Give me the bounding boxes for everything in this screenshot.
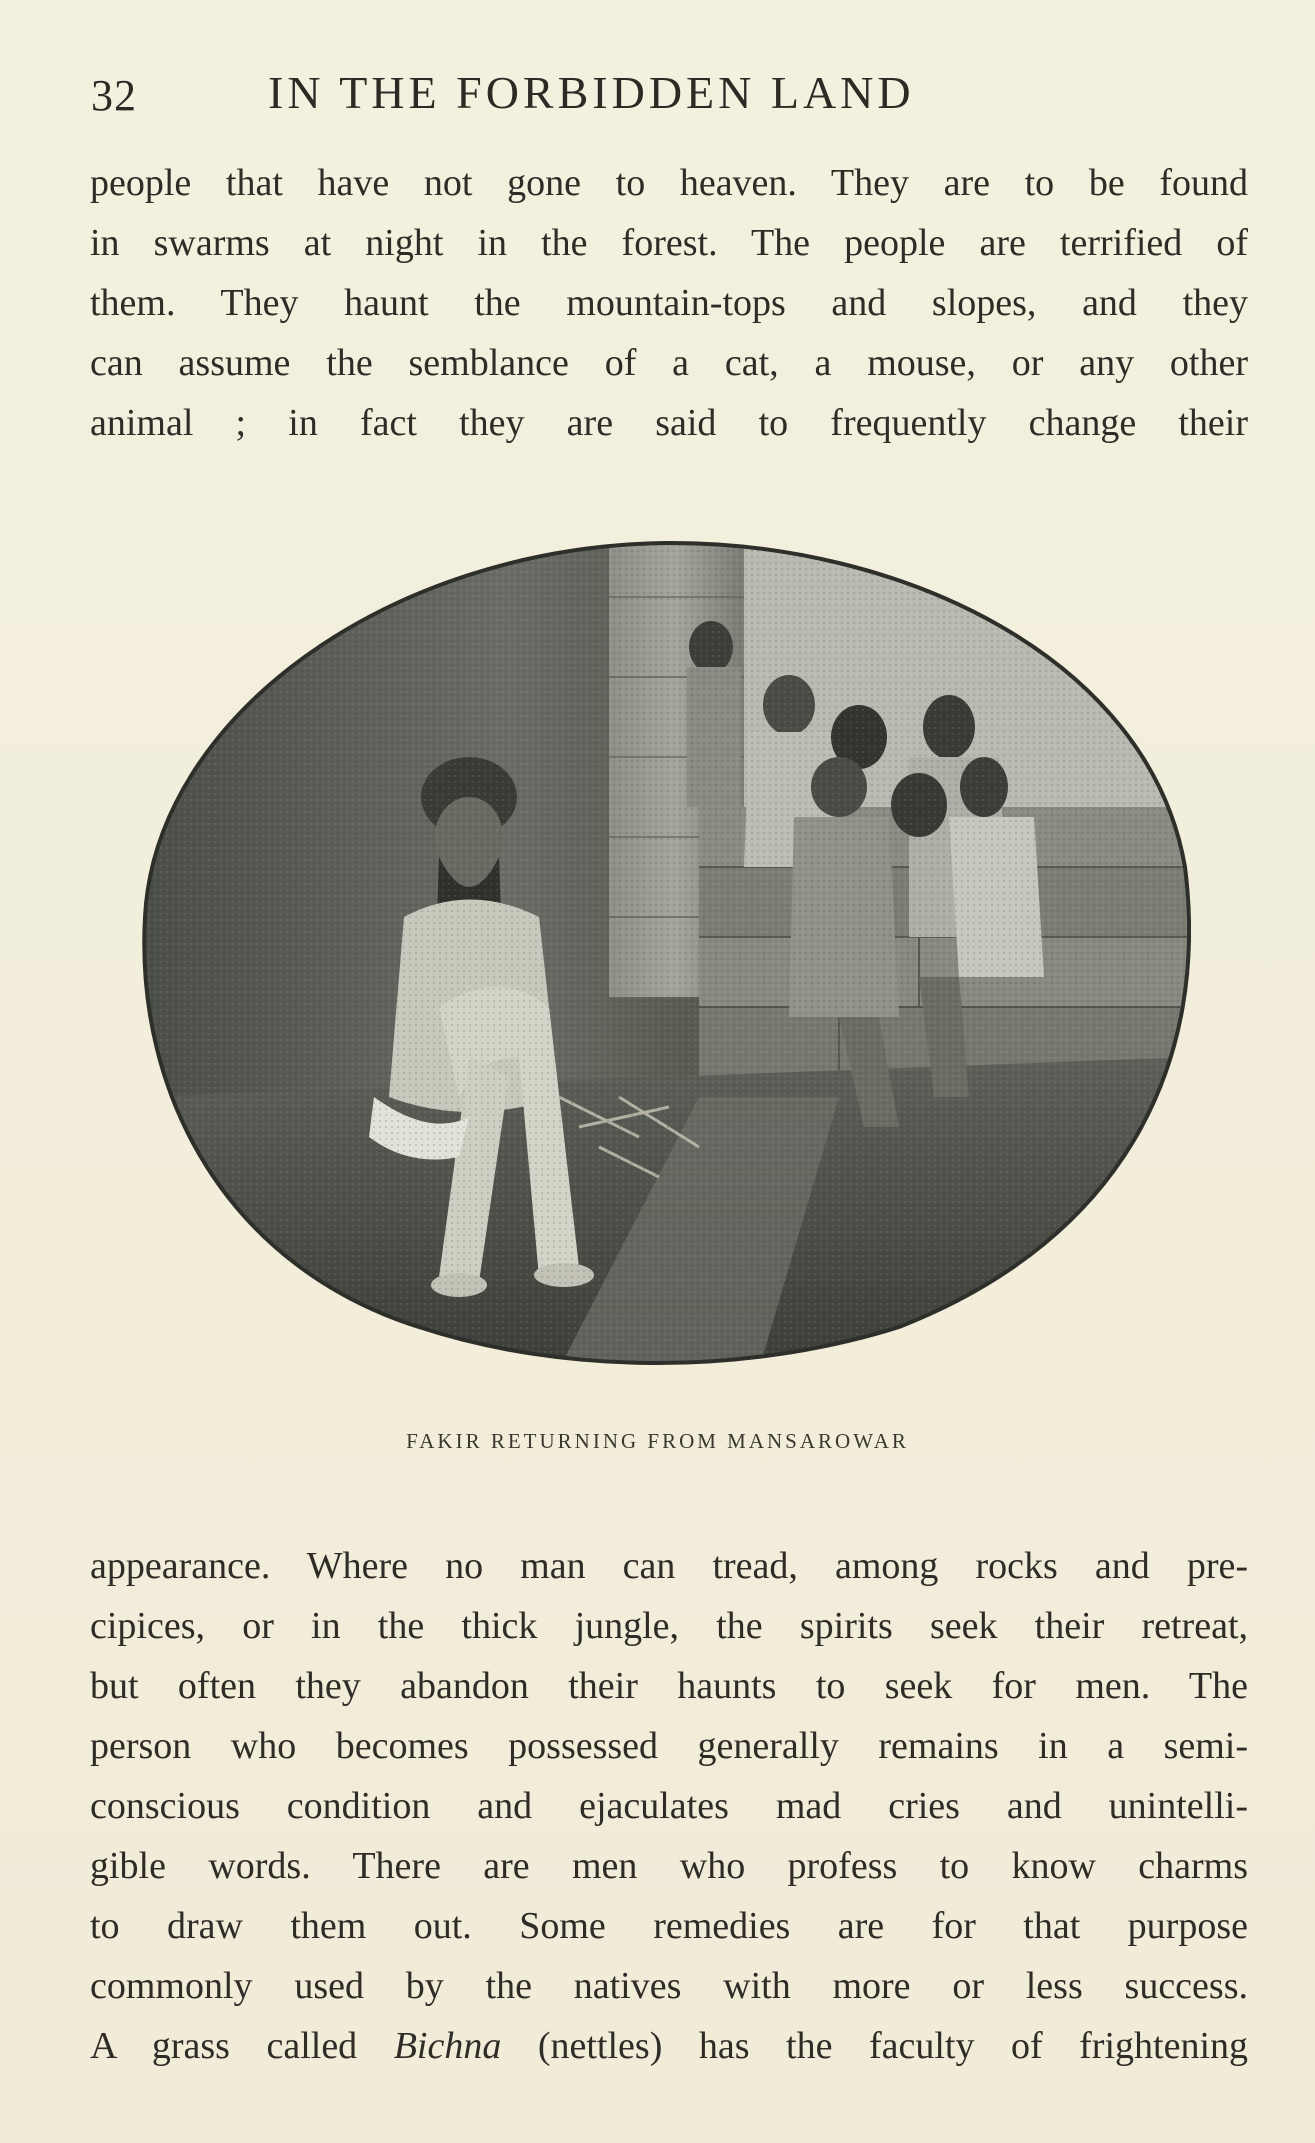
text-line: in swarms at night in the forest. The people are terrified of [90, 222, 1248, 264]
oval-photograph [139, 537, 1191, 1369]
text-line: people that have not gone to heaven. They are to be found [90, 162, 1248, 204]
figure-caption: FAKIR RETURNING FROM MANSAROWAR [406, 1429, 909, 1453]
text-run: (nettles) has the faculty of frightening [501, 2025, 1249, 2067]
text-line: person who becomes possessed generally remains in a semi- [90, 1725, 1248, 1767]
text-line-with-italic [90, 2016, 1248, 2076]
running-head: IN THE FORBIDDEN LAND [268, 67, 915, 118]
paragraph-bottom [90, 1536, 1248, 2076]
text-line: appearance. Where no man can tread, among rocks and pre- [90, 1545, 1248, 1587]
text-run: A grass called [90, 2025, 394, 2067]
text-line: cipices, or in the thick jungle, the spirits seek their retreat, [90, 1605, 1248, 1647]
text-line: but often they abandon their haunts to seek for men. The [90, 1665, 1248, 1707]
text-line: animal ; in fact they are said to frequently change their [90, 402, 1248, 444]
text-line: to draw them out. Some remedies are for that purpose [90, 1905, 1248, 1947]
page-number: 32 [91, 71, 137, 120]
fakir-photo-illustration [139, 537, 1191, 1369]
text-line: conscious condition and ejaculates mad cries and unintelli- [90, 1785, 1248, 1827]
text-line: them. They haunt the mountain-tops and slopes, and they [90, 282, 1248, 324]
italic-term: Bichna [393, 2025, 502, 2067]
text-line: can assume the semblance of a cat, a mouse, or any other [90, 342, 1248, 384]
text-line: commonly used by the natives with more or less success. [90, 1965, 1248, 2007]
paragraph-top [90, 153, 1248, 453]
text-line: gible words. There are men who profess to know charms [90, 1845, 1248, 1887]
